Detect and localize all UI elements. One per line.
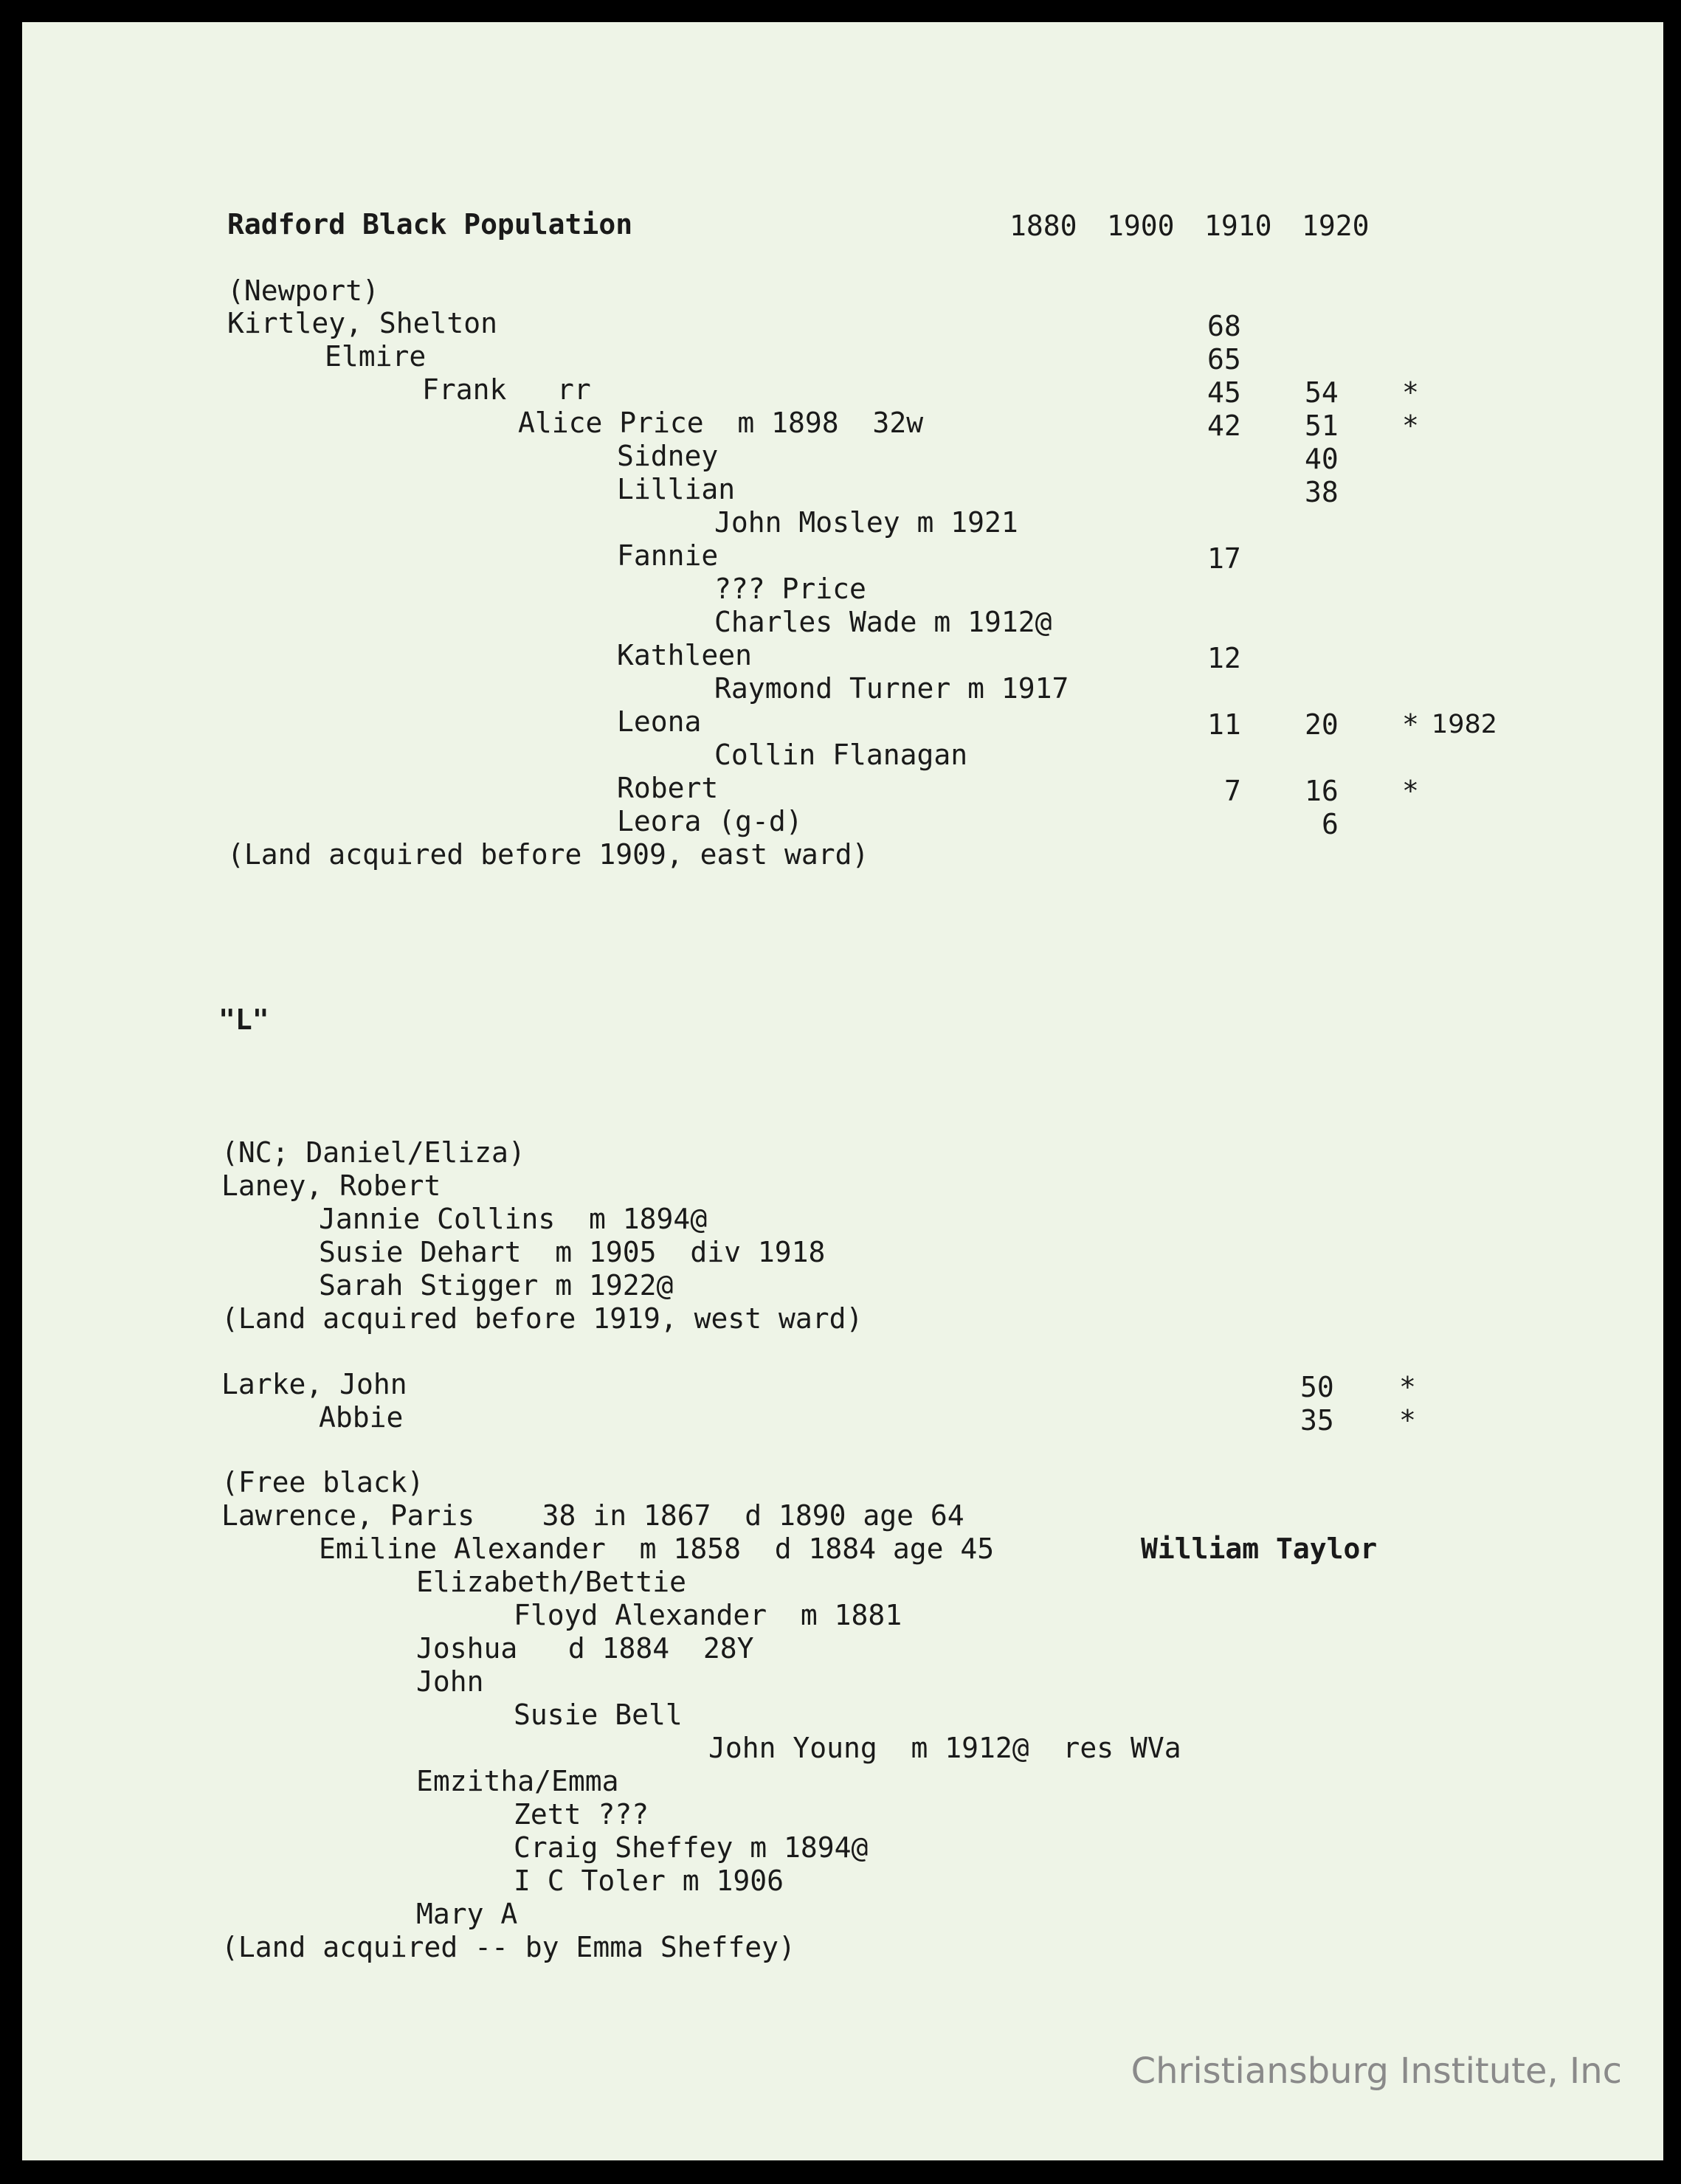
fannie-spouse-1: ??? Price [714,573,866,605]
lillian-spouse: John Mosley m 1921 [714,506,1018,539]
abbie-mark: * [1399,1404,1416,1437]
emzitha-spouse-1: Zett ??? [514,1798,649,1831]
susie-spouse: John Young m 1912@ res WVa [708,1732,1181,1764]
elmire-name: Elmire [325,340,427,373]
alice-name: Alice Price m 1898 32w [518,407,924,439]
larke-head-mark: * [1399,1371,1416,1403]
leora-1920: 6 [1322,808,1339,840]
year-1910: 1910 [1204,210,1272,242]
kathleen-1910: 12 [1207,642,1241,674]
lawrence-wife: Emiline Alexander m 1858 d 1884 age 45 [319,1532,995,1565]
lawrence-head: Lawrence, Paris 38 in 1867 d 1890 age 64 [221,1499,964,1532]
leona-1910: 11 [1207,708,1241,741]
fannie-spouse-2: Charles Wade m 1912@ [714,606,1052,638]
year-1920: 1920 [1302,210,1370,242]
laney-origin: (NC; Daniel/Eliza) [221,1136,525,1169]
emzitha-spouse-2: Craig Sheffey m 1894@ [514,1831,869,1864]
frank-1920: 54 [1305,376,1339,409]
elizabeth-name: Elizabeth/Bettie [416,1566,687,1598]
kathleen-name: Kathleen [617,639,753,671]
alice-1920: 51 [1305,410,1339,442]
leona-1920: 20 [1305,708,1339,741]
fannie-name: Fannie [617,539,719,572]
robert-mark: * [1402,775,1419,807]
kathleen-spouse: Raymond Turner m 1917 [714,672,1069,705]
year-1900: 1900 [1107,210,1175,242]
kirtley-head-1910: 68 [1207,310,1241,342]
laney-head: Laney, Robert [221,1169,441,1202]
kirtley-head: Kirtley, Shelton [227,307,498,339]
document-title: Radford Black Population [227,208,633,241]
robert-1920: 16 [1305,775,1339,807]
year-1880: 1880 [1009,210,1077,242]
lawrence-origin: (Free black) [221,1466,424,1499]
susie-name: Susie Bell [514,1699,683,1731]
abbie-name: Abbie [319,1401,404,1434]
alice-1910: 42 [1207,410,1241,442]
section-letter: "L" [218,1003,269,1036]
emzitha-name: Emzitha/Emma [416,1765,619,1797]
larke-head-1920: 50 [1300,1371,1334,1403]
laney-land: (Land acquired before 1919, west ward) [221,1302,863,1335]
frank-mark: * [1402,376,1419,409]
laney-wife-1: Jannie Collins m 1894@ [319,1203,708,1235]
laney-wife-2: Susie Dehart m 1905 div 1918 [319,1236,826,1268]
kirtley-origin: (Newport) [227,274,379,307]
lawrence-wife-note: William Taylor [1141,1532,1378,1565]
emzitha-spouse-3: I C Toler m 1906 [514,1865,784,1897]
robert-name: Robert [617,772,719,804]
elmire-1910: 65 [1207,343,1241,376]
lawrence-land: (Land acquired -- by Emma Sheffey) [221,1931,795,1963]
sidney-name: Sidney [617,440,719,472]
mary-name: Mary A [416,1898,518,1930]
joshua-name: Joshua d 1884 28Y [416,1632,754,1665]
leona-note: 1982 [1432,710,1498,739]
john-name: John [416,1665,484,1698]
leora-name: Leora (g-d) [617,805,803,837]
alice-mark: * [1402,410,1419,442]
lillian-name: Lillian [617,473,736,505]
leona-spouse: Collin Flanagan [714,739,968,771]
sidney-1920: 40 [1305,443,1339,475]
frank-name: Frank rr [422,373,591,406]
lillian-1920: 38 [1305,476,1339,508]
document-page [22,22,1663,2160]
elizabeth-spouse: Floyd Alexander m 1881 [514,1599,902,1631]
fannie-1910: 17 [1207,542,1241,575]
watermark: Christiansburg Institute, Inc [1131,2050,1622,2092]
larke-head: Larke, John [221,1368,407,1400]
frank-1910: 45 [1207,376,1241,409]
leona-mark: * [1402,708,1419,741]
laney-wife-3: Sarah Stigger m 1922@ [319,1269,674,1302]
abbie-1920: 35 [1300,1404,1334,1437]
robert-1910: 7 [1224,775,1241,807]
kirtley-land: (Land acquired before 1909, east ward) [227,838,869,871]
leona-name: Leona [617,705,702,738]
